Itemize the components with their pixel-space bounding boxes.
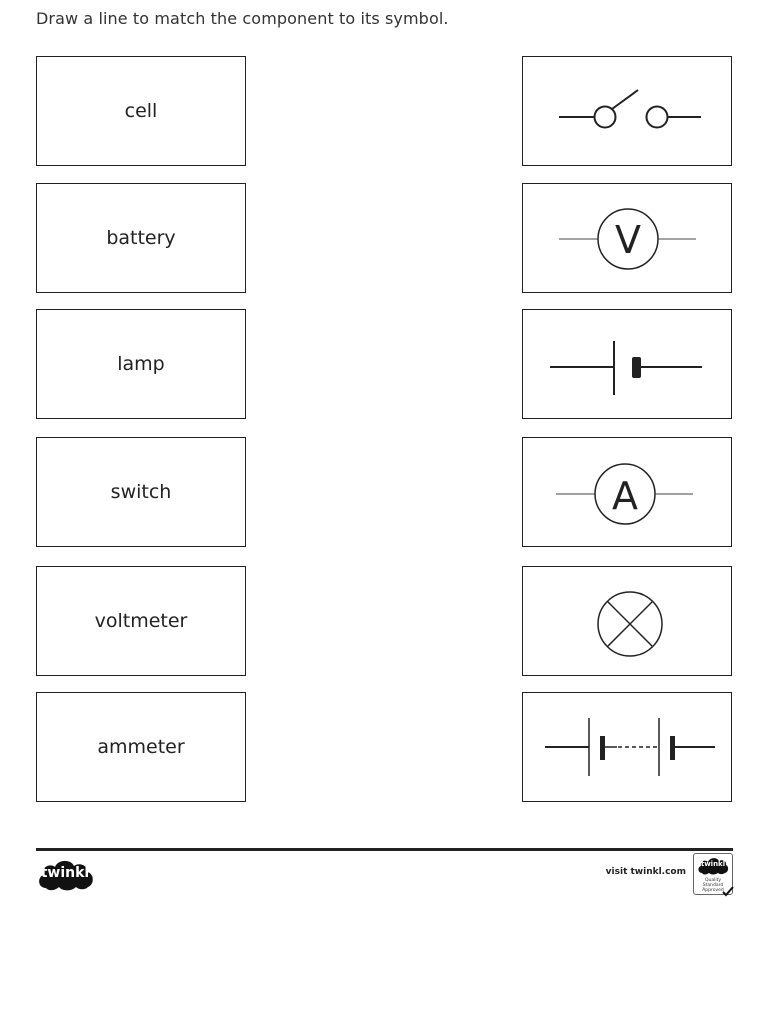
- component-label: cell: [124, 100, 158, 122]
- component-label: switch: [110, 481, 172, 503]
- voltmeter-symbol-icon: [523, 184, 731, 292]
- badge-line-1: Quality Standard: [702, 878, 724, 888]
- ammeter-letter: A: [612, 474, 638, 518]
- instruction-text: Draw a line to match the component to its symbol.: [36, 9, 449, 28]
- component-box-lamp[interactable]: [36, 309, 246, 419]
- component-label: ammeter: [97, 736, 185, 758]
- symbol-box-1[interactable]: [522, 56, 732, 166]
- symbol-box-2[interactable]: [522, 183, 732, 293]
- voltmeter-letter: V: [615, 218, 641, 262]
- lamp-symbol-icon: [523, 567, 731, 675]
- checkmark-icon: [722, 885, 734, 897]
- badge-line-2: Approved: [702, 888, 724, 893]
- symbol-box-6[interactable]: [522, 692, 732, 802]
- symbol-box-4[interactable]: [522, 437, 732, 547]
- cell-symbol-icon: [523, 310, 731, 418]
- component-box-cell[interactable]: [36, 56, 246, 166]
- switch-symbol-icon: [523, 57, 731, 165]
- logo-text: twinkl: [40, 865, 90, 881]
- component-label: lamp: [117, 353, 165, 375]
- component-box-voltmeter[interactable]: [36, 566, 246, 676]
- component-label: battery: [106, 227, 176, 249]
- twinkl-logo: [36, 856, 96, 894]
- component-box-switch[interactable]: [36, 437, 246, 547]
- quality-badge: [693, 853, 733, 895]
- battery-symbol-icon: [523, 693, 731, 801]
- symbol-box-3[interactable]: [522, 309, 732, 419]
- component-box-battery[interactable]: [36, 183, 246, 293]
- component-box-ammeter[interactable]: [36, 692, 246, 802]
- component-label: voltmeter: [94, 610, 188, 632]
- symbol-box-5[interactable]: [522, 566, 732, 676]
- ammeter-symbol-icon: [523, 438, 731, 546]
- visit-link[interactable]: visit twinkl.com: [605, 867, 686, 877]
- footer-divider: [36, 848, 733, 851]
- badge-logo-text: twinkl: [700, 860, 726, 868]
